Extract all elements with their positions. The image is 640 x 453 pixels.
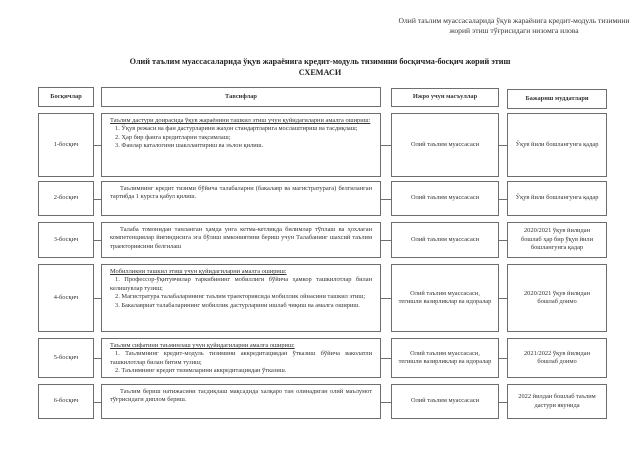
description-item: 1. Профессор-ўқитувчилар таркибининг мобиллиги бўйича ҳамкор ташкилотлар билан келишувлар тузиш;: [110, 276, 372, 292]
description-box: [101, 338, 381, 378]
step-label: 3-босқич: [53, 235, 79, 243]
description-item: 3. Бакалавриат талабаларининг мобиллик дастурларини ишлаб чиқиш ва амалга ошириш.: [115, 301, 360, 309]
description-lead: Талаба томонидан танланган ҳамда унга кетма-кетликда билимлар тўплаш ва ҳохлаган компетенциялар йиғиндисига эга бўлиш имкониятини бериш учун Талабанинг шахсий таълим траекториясини белгилаш: [110, 226, 372, 250]
document-title: [80, 56, 560, 78]
connector-line: [94, 145, 101, 146]
step-box: [38, 181, 94, 216]
annex-note: Олий таълим муассасаларида ўқув жараёнига кредит-модуль тизимини жорий этиш тўғрисидаги низомга илова: [398, 16, 630, 35]
description-item: 2. Таълимнинг кредит тизимларини аккредитациядан ўтказиш.: [115, 367, 287, 375]
connector-line: [499, 298, 507, 299]
deadline-label: 2020/2021 ўқув йилидан бошлаб доимо: [523, 289, 590, 305]
title-line-2: СХЕМАСИ: [298, 68, 342, 77]
description-lead: Таълим сифатини таъминлаш учун қуйидагиларни амалга ошириш:: [110, 342, 295, 349]
connector-line: [94, 240, 101, 241]
deadline-label: 2022 йилдан бошлаб таълим дастури якунида: [518, 393, 596, 409]
step-label: 2-босқич: [53, 194, 79, 202]
header-steps: [38, 87, 94, 107]
deadline-box: [507, 222, 607, 258]
step-box: [38, 222, 94, 258]
connector-line: [499, 145, 507, 146]
deadline-label: Ўқув йили бошлангунга қадар: [515, 194, 599, 202]
connector-line: [381, 298, 391, 299]
description-lead: Таълим дастури доирасида ўқув жараёнини ташкил этиш учун қуйидагиларни амалга ошириш:: [110, 117, 371, 124]
deadline-box: [507, 181, 607, 216]
step-box: [38, 338, 94, 378]
header-executors: [391, 88, 499, 107]
executor-label: Олий таълим муассасаси, тегишли вазирликлар ва идоралар: [398, 349, 492, 365]
executor-label: Олий таълим муассасаси, тегишли вазирликлар ва идоралар: [398, 289, 492, 305]
description-lead: Таълим бериш натижасини тасдиқлаш мақсадида халқаро тан олинадиган олий маълумот тўғрисидаги диплом бериш.: [110, 388, 372, 404]
step-label: 5-босқич: [53, 353, 79, 361]
connector-line: [499, 402, 507, 403]
description-item: 1. Таълимнинг кредит-модуль тизимини аккредитациядан ўтказиш бўйича ваколатли ташкилотлар билан битим тузиш;: [110, 350, 372, 366]
deadline-label: 2021/2022 ўқув йилидан бошлаб доимо: [523, 349, 590, 365]
description-box: [101, 264, 381, 332]
description-lead: Мобилликни ташкил этиш учун қуйидагиларни амалга ошириш:: [110, 268, 287, 275]
header-executors-label: Ижро учун масъуллар: [412, 93, 478, 101]
connector-line: [94, 358, 101, 359]
header-descriptions: [101, 87, 381, 107]
step-box: [38, 384, 94, 419]
deadline-box: [507, 113, 607, 177]
description-box: [101, 113, 381, 177]
connector-line: [381, 145, 391, 146]
executor-box: [391, 264, 499, 332]
description-lead: Таълимнинг кредит тизими бўйича талабаларни (бакалавр ва магистратурага) белгиланган тартибда 1 курсга қабул қилиш.: [110, 185, 372, 201]
executor-box: [391, 181, 499, 216]
deadline-label: 2020/2021 ўқув йилидан бошлаб ҳар бир ўқув йили бошлангунга қадар: [520, 227, 594, 252]
executor-label: Олий таълим муассасаси: [410, 194, 480, 202]
deadline-box: [507, 264, 607, 332]
header-deadlines: [507, 89, 607, 109]
deadline-label: Ўқув йили бошлангунга қадар: [515, 140, 599, 148]
description-item: 3. Фанлар каталогини шакллантириш ва эълон қилиш.: [115, 142, 264, 150]
description-item: 2. Магистратура талабаларининг таълим траекториясида мобиллик ойнасини ташкил этиш;: [115, 293, 366, 301]
connector-line: [381, 402, 391, 403]
executor-box: [391, 384, 499, 419]
description-item: 2. Ҳар бир фанга кредитларни тақсимлаш;: [115, 133, 231, 141]
connector-line: [381, 240, 391, 241]
executor-label: Олий таълим муассасаси: [410, 235, 480, 243]
description-box: [101, 222, 381, 258]
step-box: [38, 113, 94, 177]
executor-box: [391, 113, 499, 177]
connector-line: [94, 298, 101, 299]
description-item: 1. Ўқув режаси ва фан дастурларини жаҳон стандартларига мослаштириш ва тасдиқлаш;: [115, 125, 358, 133]
connector-line: [94, 199, 101, 200]
connector-line: [499, 199, 507, 200]
executor-label: Олий таълим муассасаси: [410, 397, 480, 405]
header-deadlines-label: Бажариш муддатлари: [525, 94, 589, 102]
step-box: [38, 264, 94, 332]
description-box: [101, 181, 381, 216]
step-label: 4-босқич: [53, 293, 79, 301]
step-label: 1-босқич: [53, 140, 79, 148]
step-label: 6-босқич: [53, 397, 79, 405]
connector-line: [499, 240, 507, 241]
executor-box: [391, 338, 499, 378]
connector-line: [499, 358, 507, 359]
connector-line: [381, 199, 391, 200]
deadline-box: [507, 384, 607, 419]
title-line-1: Олий таълим муассасаларида ўқув жараёнига кредит-модуль тизимини босқичма-босқич жорий этиш: [129, 57, 511, 66]
header-descriptions-label: Тавсифлар: [225, 92, 257, 100]
deadline-box: [507, 338, 607, 378]
executor-label: Олий таълим муассасаси: [410, 140, 480, 148]
connector-line: [94, 402, 101, 403]
header-steps-label: Босқичлар: [50, 92, 82, 100]
connector-line: [381, 358, 391, 359]
description-box: [101, 384, 381, 419]
executor-box: [391, 222, 499, 258]
